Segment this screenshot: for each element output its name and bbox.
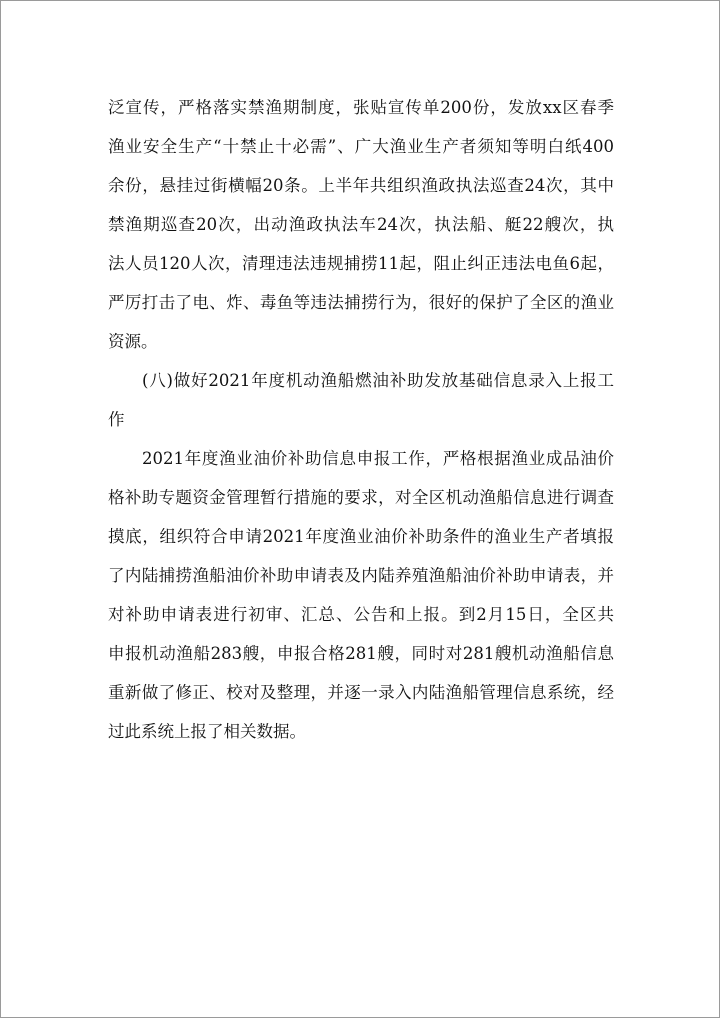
- document-body: [108, 88, 614, 751]
- text-line: 格补助专题资金管理暂行措施的要求，对全区机动渔船信息进行调查: [108, 488, 614, 507]
- paragraph-fuel-subsidy: [108, 439, 614, 751]
- text-line: 禁渔期巡查20次，出动渔政执法车24次，执法船、艇22艘次，执: [108, 215, 614, 234]
- text-line: 摸底，组织符合申请2021年度渔业油价补助条件的渔业生产者填报: [108, 527, 614, 546]
- text-line: 法人员120人次，清理违法违规捕捞11起，阻止纠正违法电鱼6起，: [108, 254, 614, 273]
- text-line: 资源。: [108, 332, 158, 351]
- text-line: 重新做了修正、校对及整理，并逐一录入内陆渔船管理信息系统，经: [108, 683, 614, 702]
- text-line: 渔业安全生产“十禁止十必需”、广大渔业生产者须知等明白纸400: [108, 137, 614, 156]
- text-line: 了内陆捕捞渔船油价补助申请表及内陆养殖渔船油价补助申请表，并: [108, 566, 614, 585]
- text-line: 申报机动渔船283艘，申报合格281艘，同时对281艘机动渔船信息: [108, 644, 614, 663]
- text-line: 过此系统上报了相关数据。: [108, 722, 306, 741]
- text-line: 余份，悬挂过街横幅20条。上半年共组织渔政执法巡查24次，其中: [108, 176, 614, 195]
- paragraph-enforcement: [108, 88, 614, 361]
- text-line: 2021年度渔业油价补助信息申报工作，严格根据渔业成品油价: [142, 449, 614, 468]
- text-line: 严厉打击了电、炸、毒鱼等违法捕捞行为，很好的保护了全区的渔业: [108, 293, 614, 312]
- section-heading-8: [108, 361, 614, 439]
- text-line: 对补助申请表进行初审、汇总、公告和上报。到2月15日，全区共: [108, 605, 614, 624]
- heading-line: 作: [108, 410, 125, 429]
- heading-line: (八)做好2021年度机动渔船燃油补助发放基础信息录入上报工: [142, 371, 614, 390]
- text-line: 泛宣传，严格落实禁渔期制度，张贴宣传单200份，发放xx区春季: [108, 98, 614, 117]
